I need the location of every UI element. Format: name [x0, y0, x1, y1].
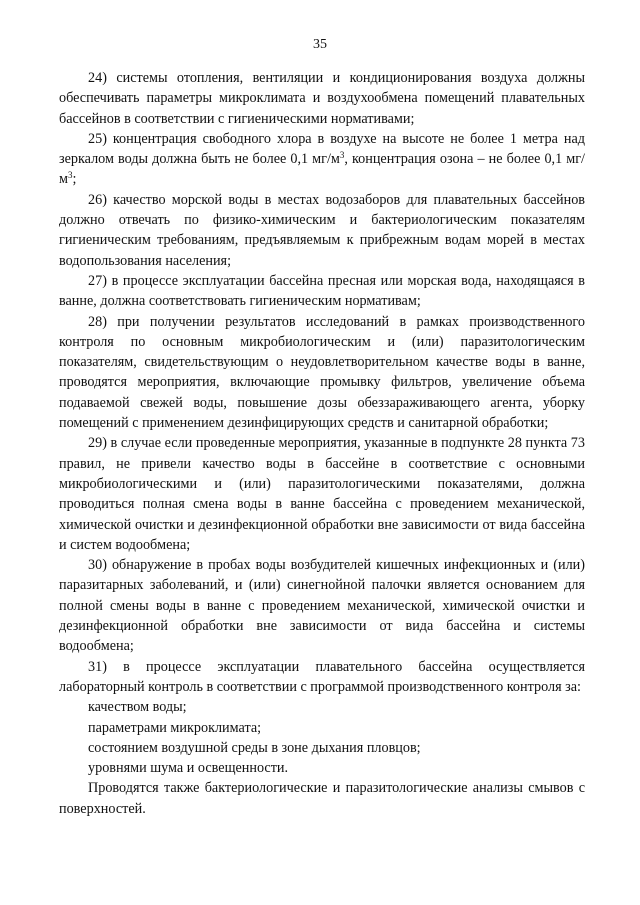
superscript-3: 3	[339, 150, 345, 161]
paragraph-30: 30) обнаружение в пробах воды возбудителей кишечных инфекционных и (или) паразитарных заболеваний, и (или) синегнойной палочки является основанием для полной смены воды в ванне с проведением механической, химической очистки и дезинфекционной обработки вне зависимости от вида бассейна и системы водообмена;	[59, 557, 585, 655]
paragraph-29: 29) в случае если проведенные мероприятия, указанные в подпункте 28 пункта 73 правил, не привели качество воды в бассейне в соответствие с основными микробиологическими и (или) паразитологическими показателями, должна проводиться полная смена воды в ванне бассейна с проведением механической, химической очистки и дезинфекционной обработки вне зависимости от вида бассейна и систем водообмена;	[59, 435, 585, 553]
list-item: состоянием воздушной среды в зоне дыхания пловцов;	[88, 739, 421, 756]
paragraph-24: 24) системы отопления, вентиляции и кондиционирования воздуха должны обеспечивать параметры микроклимата и воздухообмена помещений плавательных бассейнов в соответствии с гигиеническими нормативами;	[59, 70, 585, 127]
paragraph-25-end: ;	[72, 171, 77, 188]
superscript-3: 3	[67, 170, 73, 181]
paragraph-31: 31) в процессе эксплуатации плавательного бассейна осуществляется лабораторный контроль в соответствии с программой производственного контроля за:	[59, 658, 585, 695]
paragraph-25-text-ozone: , концентрация озона – не более 0,1 мг/м	[59, 151, 585, 188]
list-item: уровнями шума и освещенности.	[88, 760, 289, 777]
paragraph-27: 27) в процессе эксплуатации бассейна пресная или морская вода, находящаяся в ванне, должна соответствовать гигиеническим нормативам;	[59, 272, 585, 310]
list-item: параметрами микроклимата;	[88, 719, 262, 736]
paragraph-26: 26) качество морской воды в местах водозаборов для плавательных бассейнов должно отвечать по физико-химическим и бактериологическим показателям гигиеническим требованиям, предъявляемым к прибрежным водам морей в местах водопользования населения;	[59, 191, 585, 269]
closing-paragraph: Проводятся также бактериологические и паразитологические анализы смывов с поверхностей.	[59, 780, 585, 817]
paragraph-25-text: 25) концентрация свободного хлора в воздухе на высоте не более 1 метра над зеркалом воды должна быть не более 0,1 мг/м	[59, 130, 585, 168]
document-body	[59, 68, 585, 819]
paragraph-28: 28) при получении результатов исследований в рамках производственного контроля по основным микробиологическим и (или) паразитологическим показателям, свидетельствующим о неудовлетворительном качестве воды в ванне, проводятся мероприятия, включающие промывку фильтров, увеличение объема подаваемой свежей воды, повышение дозы обеззараживающего агента, уборку помещений с применением дезинфицирующих средств и санитарной обработки;	[59, 313, 585, 432]
paragraph-25	[59, 129, 585, 190]
page-number: 35	[313, 37, 327, 52]
list-item: качеством воды;	[88, 699, 187, 716]
